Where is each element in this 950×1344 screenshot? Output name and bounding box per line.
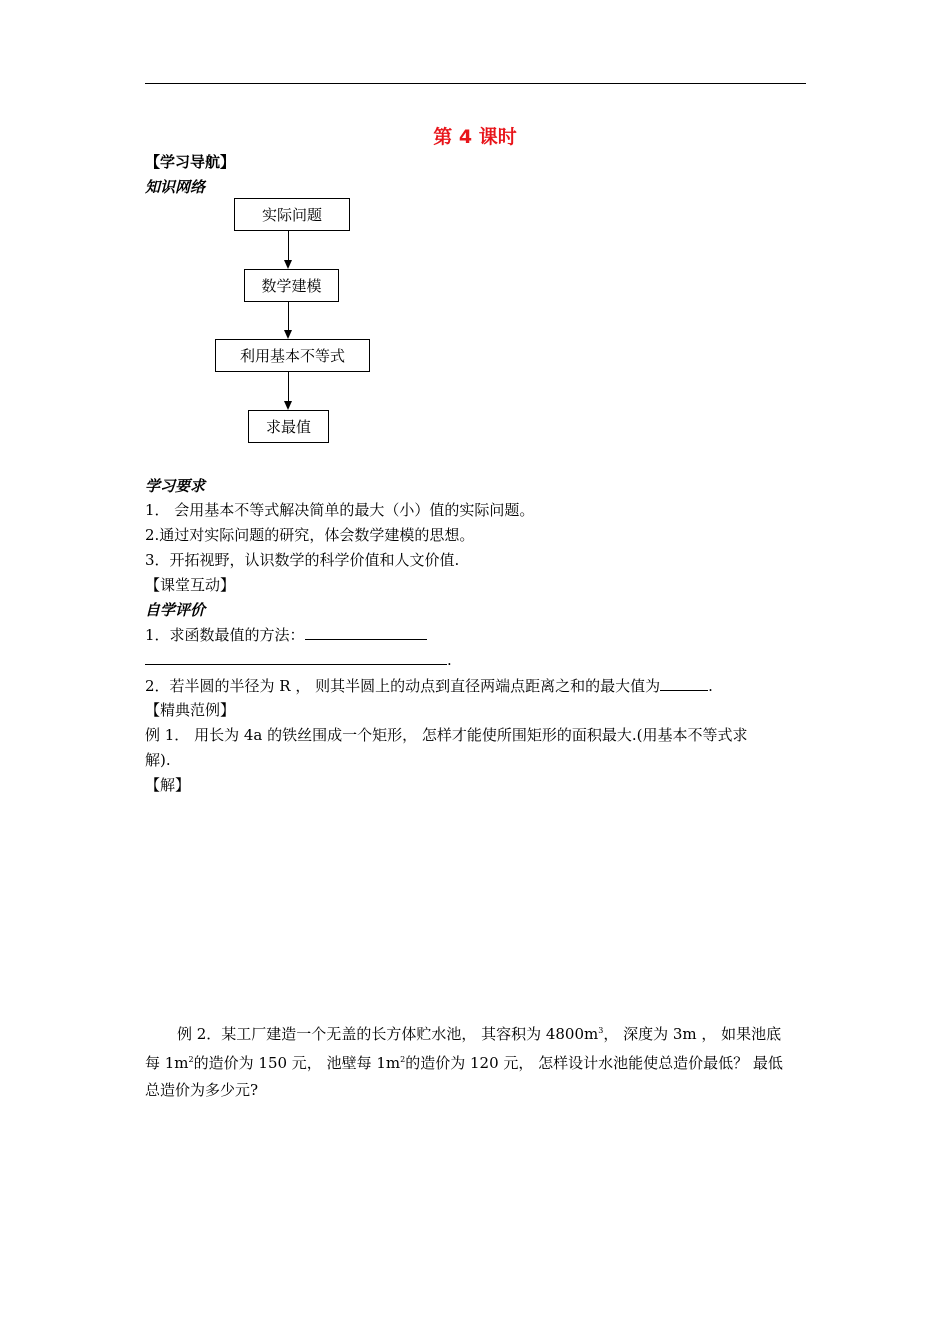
section-examples: 【精典范例】 [145, 701, 236, 719]
flow-arrow-3 [288, 372, 290, 410]
answer-blank[interactable] [145, 664, 447, 665]
period: . [708, 677, 713, 695]
question-1-continuation [145, 650, 452, 670]
solution-label: 【解】 [145, 776, 191, 794]
question-1 [145, 625, 427, 645]
section-self-eval: 自学评价 [145, 601, 206, 619]
example-1-line-1: 例 1． 用长为 4a 的铁丝围成一个矩形， 怎样才能使所围矩形的面积最大.(用基本不等式求 [145, 726, 748, 744]
text: 的造价为 150 元， 池壁每 1m [193, 1054, 401, 1072]
page-title: 第 4 课时 [433, 126, 517, 148]
section-requirements: 学习要求 [145, 477, 206, 495]
requirement-item: 2.通过对实际问题的研究，体会数学建模的思想。 [145, 526, 475, 544]
superscript: 2 [188, 1055, 194, 1064]
example-2-line-2 [145, 1053, 783, 1073]
answer-blank[interactable] [305, 639, 427, 640]
flow-box-2: 数学建模 [244, 269, 339, 302]
question-2 [145, 676, 713, 696]
flow-box-1: 实际问题 [234, 198, 350, 231]
flow-box-4: 求最值 [248, 410, 329, 443]
section-interaction: 【课堂互动】 [145, 576, 236, 594]
section-knowledge-network: 知识网络 [145, 178, 206, 196]
text: 每 1m [145, 1054, 189, 1072]
text: 例 2．某工厂建造一个无盖的长方体贮水池， 其容积为 4800m [177, 1025, 599, 1043]
section-nav: 【学习导航】 [145, 153, 236, 171]
example-2-line-1 [177, 1024, 781, 1044]
requirement-item: 3．开拓视野，认识数学的科学价值和人文价值. [145, 551, 460, 569]
flow-box-3: 利用基本不等式 [215, 339, 370, 372]
header-rule [145, 83, 806, 84]
question-2-text: 2．若半圆的半径为 R ， 则其半圆上的动点到直径两端点距离之和的最大值为 [145, 677, 661, 695]
answer-blank[interactable] [660, 690, 708, 691]
text: 的造价为 120 元， 怎样设计水池能使总造价最低？ 最低 [405, 1054, 783, 1072]
period: . [447, 651, 452, 669]
example-2-line-3: 总造价为多少元? [145, 1081, 259, 1099]
example-1-line-2: 解). [145, 751, 171, 769]
flow-arrow-2 [288, 302, 290, 339]
superscript: 2 [400, 1055, 406, 1064]
question-1-text: 1．求函数最值的方法： [145, 626, 305, 644]
requirement-item: 1． 会用基本不等式解决简单的最大（小）值的实际问题。 [145, 501, 535, 519]
superscript: 3 [598, 1026, 604, 1035]
flow-arrow-1 [288, 231, 290, 269]
text: ， 深度为 3m ， 如果池底 [603, 1025, 782, 1043]
